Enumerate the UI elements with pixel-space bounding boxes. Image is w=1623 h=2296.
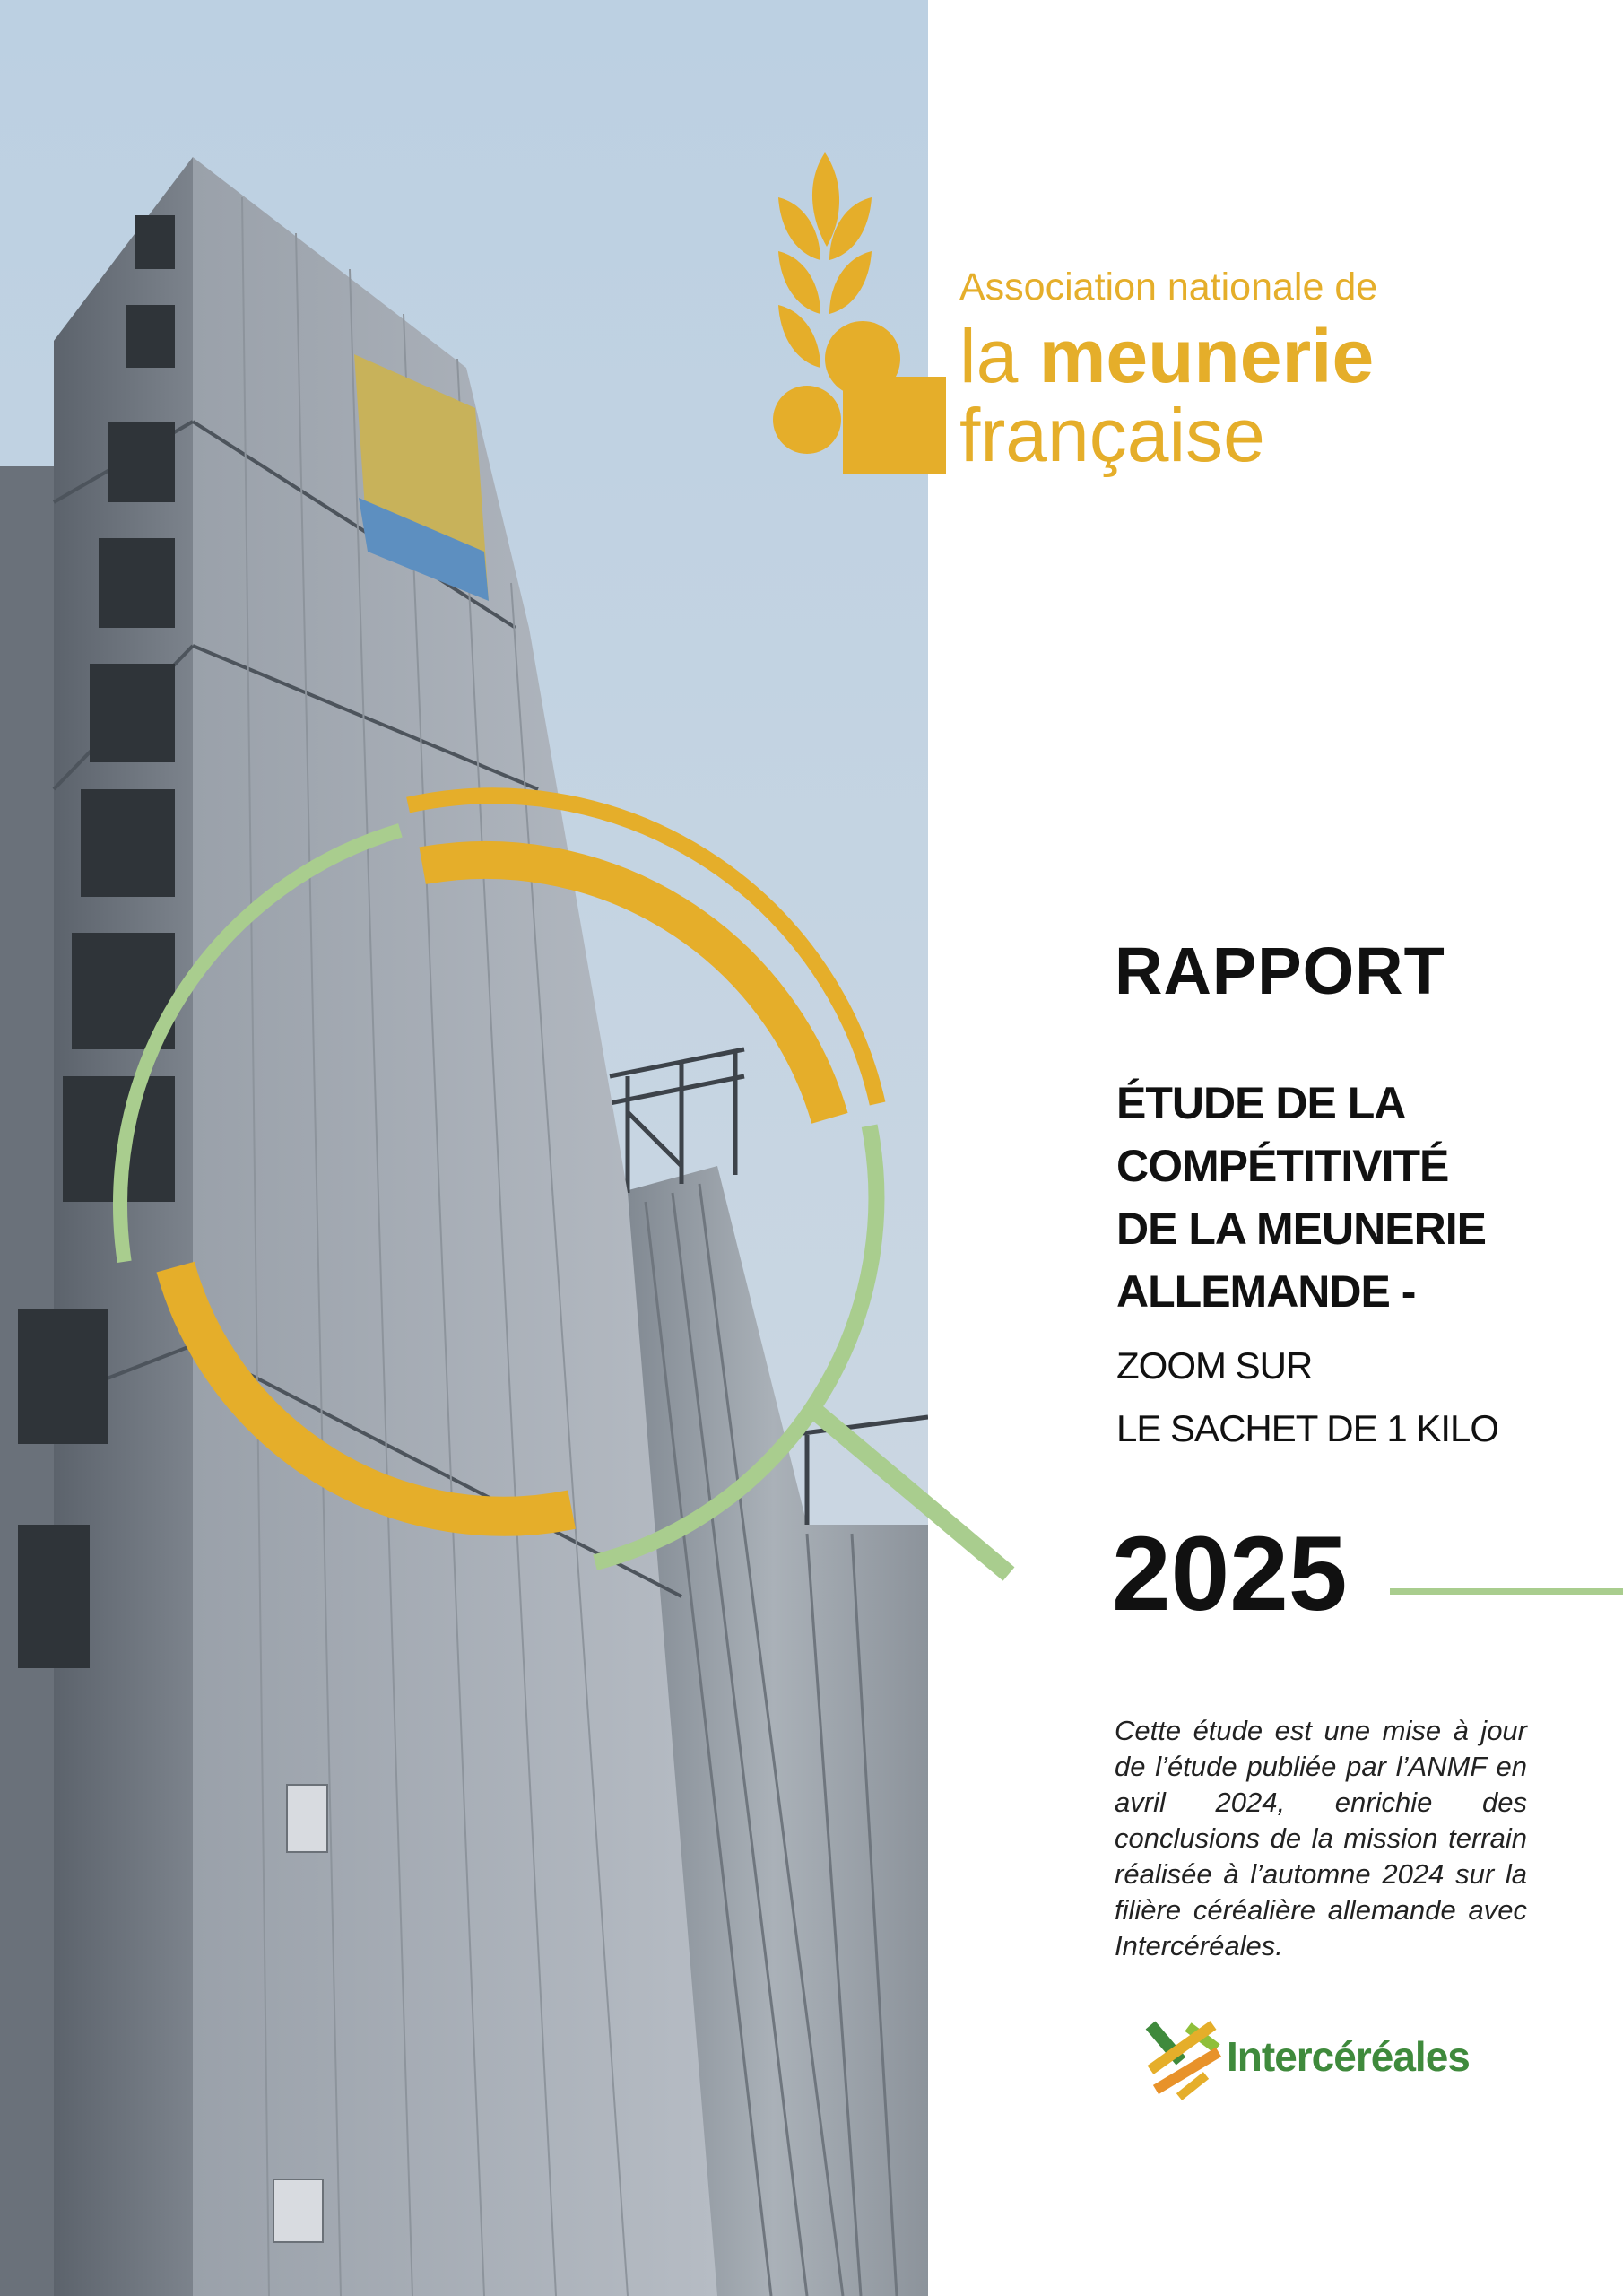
study-subtitle-line: LE SACHET DE 1 KILO — [1116, 1407, 1499, 1449]
report-label: RAPPORT — [1115, 934, 1445, 1008]
year-divider — [1390, 1588, 1623, 1595]
study-title-line: COMPÉTITIVITÉ — [1116, 1141, 1449, 1191]
logo-line-meunerie — [959, 314, 1377, 398]
logo-meunerie: meunerie — [1038, 314, 1375, 398]
report-year: 2025 — [1112, 1515, 1348, 1633]
partner-name: Intercéréales — [1227, 2033, 1470, 2080]
anmf-logo — [771, 152, 1453, 511]
logo-line-association: Association nationale de — [959, 265, 1378, 309]
study-title — [1116, 1072, 1601, 1323]
study-subtitle-line: ZOOM SUR — [1116, 1344, 1313, 1387]
intercereales-logo-icon — [1143, 2016, 1224, 2101]
study-title-line: ALLEMANDE - — [1116, 1266, 1416, 1317]
report-summary: Cette étude est une mise à jour de l’étude publiée par l’ANMF en avril 2024, enrichie des conclusions de la mission terrain réalisée à l’automne 2024 sur la filière céréalière allemande avec Intercéréales. — [1115, 1715, 1527, 1961]
logo-line-francaise: française — [959, 393, 1265, 477]
study-title-line: ÉTUDE DE LA — [1116, 1078, 1406, 1128]
wheat-ear-icon — [771, 152, 950, 493]
study-subtitle — [1116, 1335, 1601, 1460]
study-title-line: DE LA MEUNERIE — [1116, 1204, 1486, 1254]
logo-la: la — [959, 314, 1039, 398]
